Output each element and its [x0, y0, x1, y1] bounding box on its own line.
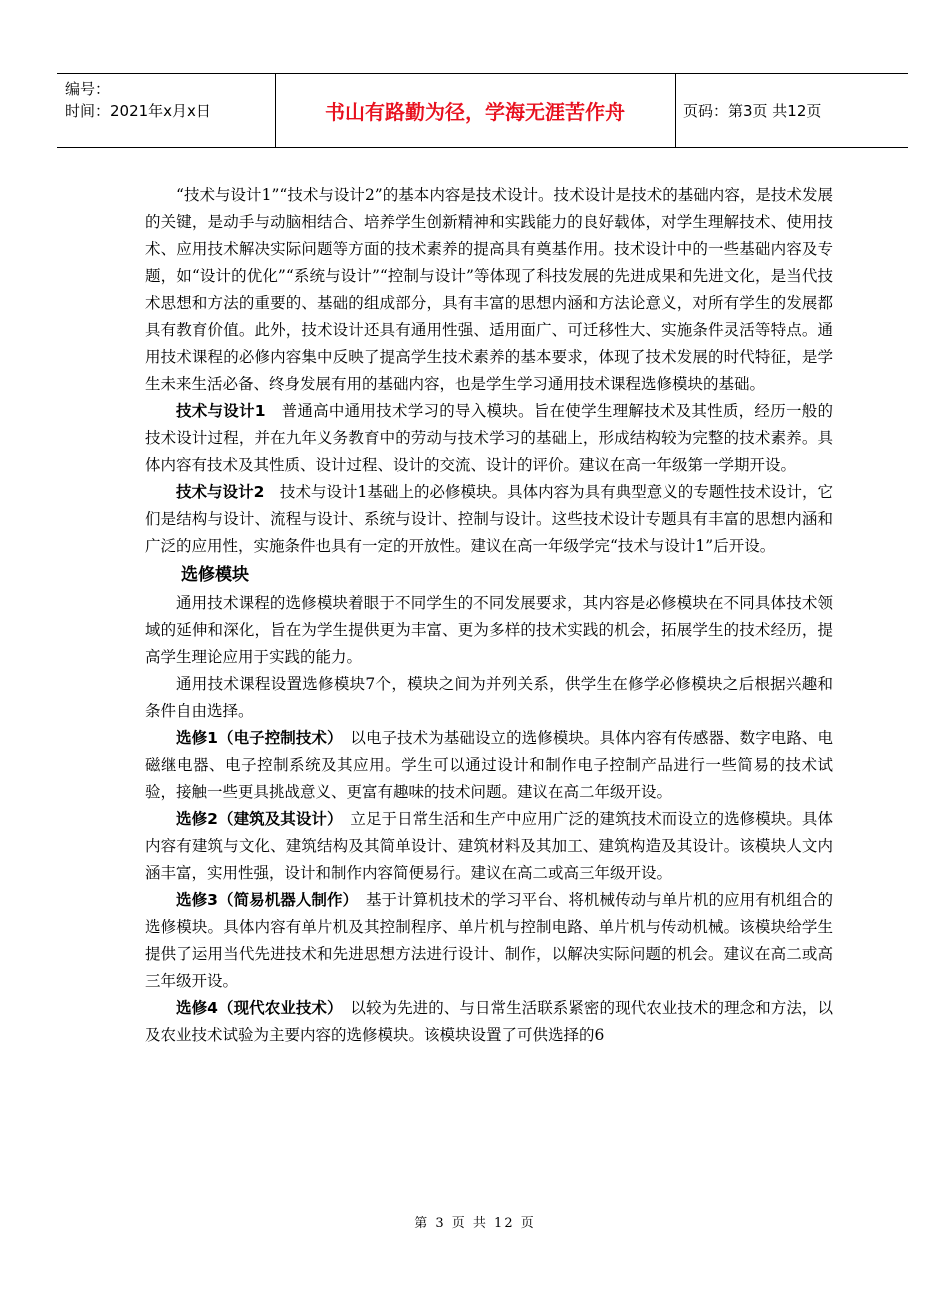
page-header	[57, 73, 908, 148]
paragraph-electives-count: 通用技术课程设置选修模块7个，模块之间为并列关系，供学生在修学必修模块之后根据兴趣和条件自由选择。	[145, 675, 833, 720]
term-elective-3: 选修3（简易机器人制作）	[176, 891, 351, 909]
term-design-2: 技术与设计2	[176, 483, 265, 501]
term-elective-1: 选修1（电子控制技术）	[176, 729, 335, 747]
document-body	[145, 182, 833, 1049]
paragraph-elective-1: 选修1（电子控制技术） 以电子技术为基础设立的选修模块。具体内容有传感器、数字电路、电磁继电器、电子控制系统及其应用。学生可以通过设计和制作电子控制产品进行一些简易的技术试验，接触一些更具挑战意义、更富有趣味的技术问题。建议在高二年级开设。	[145, 729, 833, 801]
term-elective-2: 选修2（建筑及其设计）	[176, 810, 335, 828]
paragraph-elective-4: 选修4（现代农业技术） 以较为先进的、与日常生活联系紧密的现代农业技术的理念和方法，以及农业技术试验为主要内容的选修模块。该模块设置了可供选择的6	[145, 999, 833, 1044]
term-design-1: 技术与设计1	[176, 402, 266, 420]
header-meta	[65, 78, 275, 122]
header-divider	[675, 74, 676, 147]
doc-date-label: 时间：2021年x月x日	[65, 102, 211, 120]
header-page-label: 页码：第3页 共12页	[683, 102, 822, 120]
page-footer: 第 3 页 共 12 页	[414, 1216, 536, 1231]
paragraph-elective-2: 选修2（建筑及其设计） 立足于日常生活和生产中应用广泛的建筑技术而设立的选修模块。具体内容有建筑与文化、建筑结构及其简单设计、建筑材料及其加工、建筑构造及其设计。该模块人文内涵丰富，实用性强，设计和制作内容简便易行。建议在高二或高三年级开设。	[145, 810, 833, 882]
paragraph-intro: “技术与设计1”“技术与设计2”的基本内容是技术设计。技术设计是技术的基础内容，是技术发展的关键，是动手与动脑相结合、培养学生创新精神和实践能力的良好载体，对学生理解技术、使用技术、应用技术解决实际问题等方面的技术素养的提高具有奠基作用。技术设计中的一些基础内容及专题，如“设计的优化”“系统与设计”“控制与设计”等体现了科技发展的先进成果和先进文化，是当代技术思想和方法的重要的、基础的组成部分，具有丰富的思想内涵和方法论意义，对所有学生的发展都具有教育价值。此外，技术设计还具有通用性强、适用面广、可迁移性大、实施条件灵活等特点。通用技术课程的必修内容集中反映了提高学生技术素养的基本要求，体现了技术发展的时代特征，是学生未来生活必备、终身发展有用的基础内容，也是学生学习通用技术课程选修模块的基础。	[145, 186, 833, 393]
paragraph-design-1: 技术与设计1 普通高中通用技术学习的导入模块。旨在使学生理解技术及其性质，经历一般的技术设计过程，并在九年义务教育中的劳动与技术学习的基础上，形成结构较为完整的技术素养。具体内容有技术及其性质、设计过程、设计的交流、设计的评价。建议在高一年级第一学期开设。	[145, 402, 833, 474]
paragraph-design-2: 技术与设计2 技术与设计1基础上的必修模块。具体内容为具有典型意义的专题性技术设计，它们是结构与设计、流程与设计、系统与设计、控制与设计。这些技术设计专题具有丰富的思想内涵和广泛的应用性，实施条件也具有一定的开放性。建议在高一年级学完“技术与设计1”后开设。	[145, 483, 833, 555]
paragraph-electives-overview: 通用技术课程的选修模块着眼于不同学生的不同发展要求，其内容是必修模块在不同具体技术领域的延伸和深化，旨在为学生提供更为丰富、更为多样的技术实践的机会，拓展学生的技术经历，提高学生理论应用于实践的能力。	[145, 594, 833, 666]
paragraph-elective-3: 选修3（简易机器人制作） 基于计算机技术的学习平台、将机械传动与单片机的应用有机组合的选修模块。具体内容有单片机及其控制程序、单片机与控制电路、单片机与传动机械。该模块给学生提供了运用当代先进技术和先进思想方法进行设计、制作，以解决实际问题的机会。建议在高二或高三年级开设。	[145, 891, 833, 990]
header-motto: 书山有路勤为径，学海无涯苦作舟	[325, 100, 625, 124]
section-heading-electives: 选修模块	[181, 565, 249, 585]
doc-number-label: 编号：	[65, 80, 111, 98]
term-elective-4: 选修4（现代农业技术）	[176, 999, 335, 1017]
